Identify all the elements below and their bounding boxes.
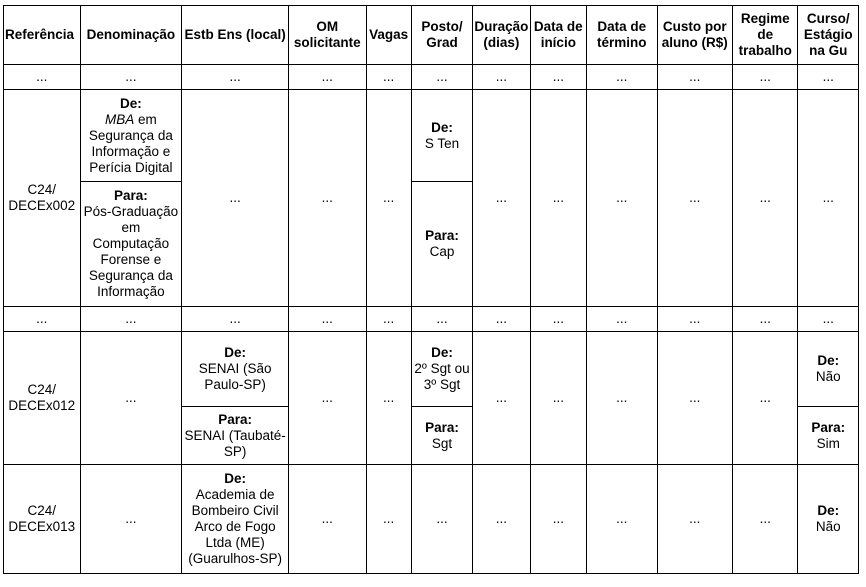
para-label: Para: (811, 419, 846, 435)
header-curso: Curso/ Estágio na Gu (798, 6, 859, 65)
table-row (4, 332, 859, 407)
table-cell: ... (530, 465, 586, 574)
table-cell: ... (733, 332, 798, 465)
posto-para-cell (411, 182, 472, 307)
curso-de-cell (798, 332, 859, 407)
den-de-italic: MBA (104, 111, 135, 127)
para-label: Para: (113, 188, 148, 203)
table-cell: ... (288, 65, 366, 90)
curso-de-text: Não (815, 519, 841, 534)
estb-de-cell (182, 465, 289, 574)
table-cell: ... (366, 465, 411, 574)
estb-de-text: Academia de Bombeiro Civil Arco de Fogo Ltda (ME) (Guarulhos-SP) (188, 487, 282, 566)
table-cell: ... (530, 65, 586, 90)
table-cell: ... (473, 65, 530, 90)
table-cell: ... (798, 90, 859, 307)
table-cell: ... (530, 90, 586, 307)
table-cell: ... (80, 465, 182, 574)
table-cell: ... (411, 307, 472, 332)
table-cell: ... (798, 65, 859, 90)
posto-para-text: Sgt (431, 435, 453, 451)
de-label: De: (817, 503, 840, 518)
den-para-text: Pós-Graduação em Computação Forense e Segurança da Informação (83, 204, 179, 299)
den-de-text: em Segurança da Informação e Perícia Digital (88, 111, 173, 175)
curso-para-text: Sim (816, 435, 840, 451)
table-cell: ... (733, 65, 798, 90)
table-cell: ... (587, 65, 657, 90)
ellipsis-row (4, 65, 859, 90)
table-cell: ... (473, 307, 530, 332)
table-cell: ... (366, 90, 411, 307)
table-cell: ... (587, 307, 657, 332)
para-label: Para: (425, 228, 459, 243)
header-denominacao: Denominação (80, 6, 182, 65)
estb-de-cell (182, 332, 289, 407)
header-data-termino: Data de término (587, 6, 657, 65)
den-de-cell (80, 90, 182, 182)
curso-para-cell (798, 407, 859, 465)
table-cell: ... (473, 465, 530, 574)
posto-de-text: S Ten (424, 135, 460, 151)
table-cell: ... (80, 332, 182, 465)
table-cell: ... (182, 90, 289, 307)
table-cell: ... (366, 332, 411, 465)
table-cell: ... (182, 65, 289, 90)
de-label: De: (431, 119, 453, 135)
de-label: De: (120, 95, 142, 111)
de-label: De: (431, 345, 453, 360)
table-row (4, 465, 859, 574)
posto-para-cell (411, 407, 472, 465)
table-cell: ... (80, 65, 182, 90)
header-posto: Posto/ Grad (411, 6, 472, 65)
de-label: De: (817, 353, 840, 368)
posto-para-text: Cap (429, 244, 455, 259)
table-cell: ... (288, 307, 366, 332)
estb-para-cell (182, 407, 289, 465)
posto-de-cell (411, 332, 472, 407)
table-cell: ... (411, 465, 472, 574)
table-cell: ... (587, 332, 657, 465)
table-cell: ... (733, 90, 798, 307)
para-label: Para: (218, 411, 252, 427)
table-cell: ... (657, 332, 733, 465)
table-cell: ... (4, 307, 81, 332)
ellipsis-row (4, 307, 859, 332)
table-cell: ... (587, 465, 657, 574)
header-row (4, 6, 859, 65)
curso-de-cell (798, 465, 859, 574)
de-label: De: (224, 345, 246, 360)
ref-cell: C24/ DECEx012 (4, 332, 81, 465)
table-cell: ... (366, 307, 411, 332)
table-cell: ... (657, 465, 733, 574)
table-cell: ... (366, 65, 411, 90)
table-cell: ... (733, 465, 798, 574)
table-row (4, 90, 859, 182)
table-cell: ... (530, 332, 586, 465)
para-label: Para: (425, 419, 459, 435)
ref-cell: C24/ DECEx013 (4, 465, 81, 574)
header-vagas: Vagas (366, 6, 411, 65)
header-regime: Regime de trabalho (733, 6, 798, 65)
table-cell: ... (530, 307, 586, 332)
header-om: OM solicitante (288, 6, 366, 65)
header-referencia: Referência (4, 6, 81, 65)
de-label: De: (224, 471, 246, 486)
courses-table (3, 5, 859, 574)
table-cell: ... (80, 307, 182, 332)
table-cell: ... (288, 332, 366, 465)
table-cell: ... (657, 307, 733, 332)
header-duracao: Duração (dias) (473, 6, 530, 65)
header-estb-ens: Estb Ens (local) (182, 6, 289, 65)
posto-de-cell (411, 90, 472, 182)
header-custo: Custo por aluno (R$) (657, 6, 733, 65)
table-cell: ... (288, 90, 366, 307)
estb-de-text: SENAI (São Paulo-SP) (198, 361, 272, 392)
curso-de-text: Não (815, 369, 841, 384)
table-cell: ... (587, 90, 657, 307)
table-cell: ... (4, 65, 81, 90)
table-cell: ... (411, 65, 472, 90)
table-cell: ... (657, 65, 733, 90)
table-cell: ... (473, 90, 530, 307)
table-cell: ... (657, 90, 733, 307)
table-cell: ... (182, 307, 289, 332)
table-cell: ... (733, 307, 798, 332)
den-para-cell (80, 182, 182, 307)
ref-cell: C24/ DECEx002 (4, 90, 81, 307)
table-cell: ... (288, 465, 366, 574)
header-data-inicio: Data de início (530, 6, 586, 65)
posto-de-text: 2º Sgt ou 3º Sgt (414, 361, 470, 392)
table-cell: ... (798, 307, 859, 332)
estb-para-text: SENAI (Taubaté-SP) (184, 427, 286, 459)
table-cell: ... (473, 332, 530, 465)
